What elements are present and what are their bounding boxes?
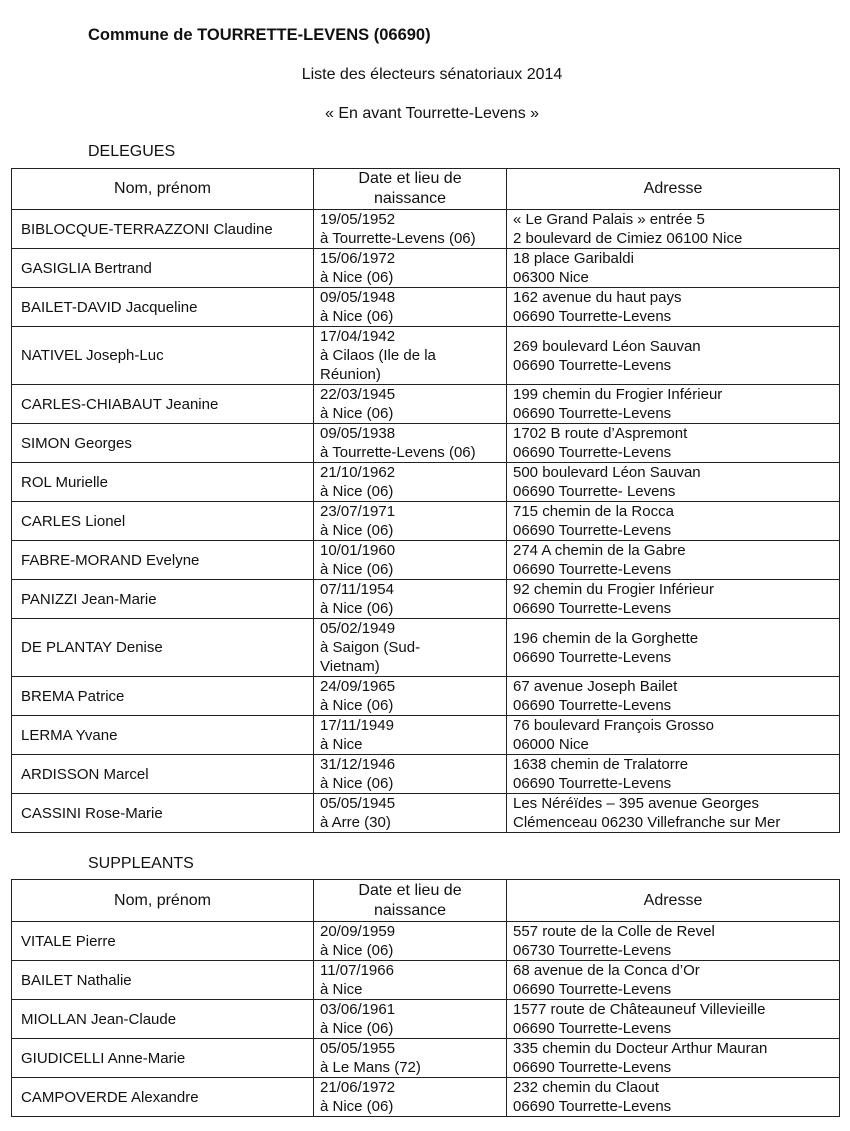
- voter-name: SIMON Georges: [12, 424, 314, 463]
- voter-birth: [314, 327, 507, 385]
- voter-birth: [314, 1078, 507, 1117]
- header-name: Nom, prénom: [12, 880, 314, 922]
- birth-line: 05/02/1949: [320, 620, 396, 637]
- address-line: 06690 Tourrette-Levens: [513, 308, 672, 325]
- address-line: 06690 Tourrette-Levens: [513, 1098, 672, 1115]
- voter-name: CASSINI Rose-Marie: [12, 794, 314, 833]
- table-row: [12, 249, 840, 288]
- table-row: [12, 1078, 840, 1117]
- address-line: 68 avenue de la Conca d’Or: [513, 962, 700, 979]
- birth-line: à Nice (06): [320, 697, 394, 714]
- birth-line: à Nice (06): [320, 942, 394, 959]
- voter-address: [507, 1000, 840, 1039]
- birth-line: 03/06/1961: [320, 1001, 396, 1018]
- address-line: 06690 Tourrette-Levens: [513, 1059, 672, 1076]
- header-birth-line: Date et lieu de: [358, 881, 462, 899]
- table-row: [12, 1000, 840, 1039]
- voter-name: BAILET Nathalie: [12, 961, 314, 1000]
- address-line: 06690 Tourrette-Levens: [513, 405, 672, 422]
- address-line: 500 boulevard Léon Sauvan: [513, 464, 701, 481]
- voter-name: ARDISSON Marcel: [12, 755, 314, 794]
- address-line: 06000 Nice: [513, 736, 589, 753]
- table-row: [12, 580, 840, 619]
- birth-line: 11/07/1966: [320, 962, 394, 979]
- table-row: [12, 502, 840, 541]
- voter-address: [507, 755, 840, 794]
- voter-name: CAMPOVERDE Alexandre: [12, 1078, 314, 1117]
- voter-address: [507, 1078, 840, 1117]
- birth-line: à Tourrette-Levens (06): [320, 444, 476, 461]
- address-line: Clémenceau 06230 Villefranche sur Mer: [513, 814, 781, 831]
- address-line: 1577 route de Châteauneuf Villevieille: [513, 1001, 766, 1018]
- birth-line: 17/04/1942: [320, 328, 396, 345]
- birth-line: à Nice (06): [320, 775, 394, 792]
- voter-birth: [314, 210, 507, 249]
- suppleants-rows: [12, 922, 840, 1117]
- voter-birth: [314, 424, 507, 463]
- table-row: [12, 1039, 840, 1078]
- address-line: 199 chemin du Frogier Inférieur: [513, 386, 723, 403]
- address-line: 06300 Nice: [513, 269, 589, 286]
- header-name: Nom, prénom: [12, 169, 314, 210]
- birth-line: 31/12/1946: [320, 756, 396, 773]
- voter-birth: [314, 677, 507, 716]
- address-line: 76 boulevard François Grosso: [513, 717, 714, 734]
- voter-address: [507, 716, 840, 755]
- birth-line: à Nice (06): [320, 522, 394, 539]
- birth-line: 19/05/1952: [320, 211, 396, 228]
- voter-address: [507, 210, 840, 249]
- table-row: [12, 385, 840, 424]
- birth-line: à Tourrette-Levens (06): [320, 230, 476, 247]
- birth-line: 09/05/1938: [320, 425, 396, 442]
- birth-line: à Saigon (Sud-: [320, 639, 421, 656]
- voter-address: [507, 463, 840, 502]
- voter-birth: [314, 755, 507, 794]
- address-line: 18 place Garibaldi: [513, 250, 634, 267]
- voter-name: BIBLOCQUE-TERRAZZONI Claudine: [12, 210, 314, 249]
- delegues-section-label: DELEGUES: [88, 143, 176, 160]
- list-title: Liste des électeurs sénatoriaux 2014: [301, 66, 563, 83]
- voter-address: [507, 961, 840, 1000]
- birth-line: 20/09/1959: [320, 923, 396, 940]
- header-birth-line: Date et lieu de: [358, 170, 462, 187]
- address-line: 232 chemin du Claout: [513, 1079, 659, 1096]
- address-line: 06690 Tourrette-Levens: [513, 522, 672, 539]
- birth-line: à Nice (06): [320, 1098, 394, 1115]
- voter-birth: [314, 794, 507, 833]
- birth-line: à Nice (06): [320, 561, 394, 578]
- table-header-row: [12, 880, 840, 922]
- voter-birth: [314, 716, 507, 755]
- birth-line: 21/10/1962: [320, 464, 396, 481]
- delegues-rows: [12, 210, 840, 833]
- table-row: [12, 619, 840, 677]
- voter-name: CARLES-CHIABAUT Jeanine: [12, 385, 314, 424]
- birth-line: Vietnam): [320, 658, 380, 675]
- voter-birth: [314, 1039, 507, 1078]
- birth-line: à Nice (06): [320, 405, 394, 422]
- header-birth-line: naissance: [373, 901, 447, 919]
- table-row: [12, 210, 840, 249]
- voter-name: MIOLLAN Jean-Claude: [12, 1000, 314, 1039]
- page-heading: Commune de TOURRETTE-LEVENS (06690): [88, 26, 431, 44]
- address-line: 67 avenue Joseph Bailet: [513, 678, 678, 695]
- table-row: [12, 677, 840, 716]
- birth-line: à Nice (06): [320, 308, 394, 325]
- address-line: 06690 Tourrette-Levens: [513, 648, 672, 666]
- address-line: 06690 Tourrette-Levens: [513, 775, 672, 792]
- voter-name: CARLES Lionel: [12, 502, 314, 541]
- table-header-row: [12, 169, 840, 210]
- address-line: 335 chemin du Docteur Arthur Mauran: [513, 1040, 768, 1057]
- voter-address: [507, 580, 840, 619]
- table-row: [12, 794, 840, 833]
- table-row: [12, 424, 840, 463]
- birth-line: à Nice: [320, 736, 363, 753]
- voter-name: PANIZZI Jean-Marie: [12, 580, 314, 619]
- voter-address: [507, 249, 840, 288]
- voter-birth: [314, 385, 507, 424]
- list-name: « En avant Tourrette-Levens »: [324, 105, 540, 122]
- voter-birth: [314, 1000, 507, 1039]
- address-line: 06690 Tourrette-Levens: [513, 561, 672, 578]
- address-line: 715 chemin de la Rocca: [513, 503, 674, 520]
- table-row: [12, 463, 840, 502]
- birth-line: Réunion): [320, 366, 381, 383]
- address-line: 274 A chemin de la Gabre: [513, 542, 686, 559]
- birth-line: 05/05/1945: [320, 795, 396, 812]
- address-line: 06690 Tourrette-Levens: [513, 697, 672, 714]
- header-birth: [314, 880, 507, 922]
- birth-line: à Nice (06): [320, 269, 394, 286]
- table-row: [12, 541, 840, 580]
- birth-line: 10/01/1960: [320, 542, 396, 559]
- address-line: Les Néréïdes – 395 avenue Georges: [513, 795, 759, 812]
- voter-address: [507, 677, 840, 716]
- voter-address: [507, 541, 840, 580]
- table-row: [12, 716, 840, 755]
- voter-address: [507, 424, 840, 463]
- birth-line: 05/05/1955: [320, 1040, 396, 1057]
- voter-name: DE PLANTAY Denise: [12, 619, 314, 677]
- birth-line: 21/06/1972: [320, 1079, 396, 1096]
- voter-name: BAILET-DAVID Jacqueline: [12, 288, 314, 327]
- address-line: 92 chemin du Frogier Inférieur: [513, 581, 714, 598]
- address-line: 06690 Tourrette-Levens: [513, 981, 672, 998]
- header-address: Adresse: [507, 169, 840, 210]
- voter-address: [507, 1039, 840, 1078]
- voter-birth: [314, 619, 507, 677]
- table-row: [12, 327, 840, 385]
- voter-name: GIUDICELLI Anne-Marie: [12, 1039, 314, 1078]
- header-address: Adresse: [507, 880, 840, 922]
- address-line: 162 avenue du haut pays: [513, 289, 682, 306]
- voter-birth: [314, 580, 507, 619]
- address-line: 06690 Tourrette-Levens: [513, 444, 672, 461]
- birth-line: 09/05/1948: [320, 289, 396, 306]
- birth-line: 15/06/1972: [320, 250, 396, 267]
- voter-name: VITALE Pierre: [12, 922, 314, 961]
- voter-birth: [314, 502, 507, 541]
- birth-line: 22/03/1945: [320, 386, 396, 403]
- table-row: [12, 922, 840, 961]
- address-line: 196 chemin de la Gorghette: [513, 629, 699, 647]
- voter-name: GASIGLIA Bertrand: [12, 249, 314, 288]
- table-row: [12, 961, 840, 1000]
- suppleants-section-label: SUPPLEANTS: [88, 855, 194, 872]
- voter-address: [507, 619, 840, 677]
- birth-line: à Arre (30): [320, 814, 391, 831]
- address-line: 1702 B route d’Aspremont: [513, 425, 688, 442]
- voter-name: LERMA Yvane: [12, 716, 314, 755]
- voter-name: ROL Murielle: [12, 463, 314, 502]
- birth-line: à Nice (06): [320, 483, 394, 500]
- voter-address: [507, 327, 840, 385]
- birth-line: 24/09/1965: [320, 678, 396, 695]
- address-line: 557 route de la Colle de Revel: [513, 923, 715, 940]
- voter-birth: [314, 922, 507, 961]
- header-birth: [314, 169, 507, 210]
- header-birth-line: naissance: [373, 190, 447, 207]
- delegues-table: [11, 168, 840, 833]
- birth-line: 23/07/1971: [320, 503, 396, 520]
- birth-line: à Nice: [320, 981, 363, 998]
- birth-line: à Nice (06): [320, 1020, 394, 1037]
- address-line: 1638 chemin de Tralatorre: [513, 756, 689, 773]
- address-line: 06690 Tourrette-Levens: [513, 356, 672, 374]
- voter-address: [507, 502, 840, 541]
- address-line: « Le Grand Palais » entrée 5: [513, 211, 705, 228]
- address-line: 06730 Tourrette-Levens: [513, 942, 672, 959]
- voter-address: [507, 385, 840, 424]
- address-line: 06690 Tourrette-Levens: [513, 600, 672, 617]
- voter-name: NATIVEL Joseph-Luc: [12, 327, 314, 385]
- address-line: 06690 Tourrette- Levens: [513, 483, 676, 500]
- voter-birth: [314, 288, 507, 327]
- address-line: 2 boulevard de Cimiez 06100 Nice: [513, 230, 743, 247]
- suppleants-table: [11, 879, 840, 1117]
- voter-birth: [314, 249, 507, 288]
- voter-address: [507, 922, 840, 961]
- voter-birth: [314, 961, 507, 1000]
- voter-address: [507, 288, 840, 327]
- birth-line: à Nice (06): [320, 600, 394, 617]
- birth-line: à Cilaos (Ile de la: [320, 347, 436, 364]
- voter-birth: [314, 463, 507, 502]
- table-row: [12, 755, 840, 794]
- birth-line: 17/11/1949: [320, 717, 394, 734]
- address-line: 06690 Tourrette-Levens: [513, 1020, 672, 1037]
- voter-birth: [314, 541, 507, 580]
- address-line: 269 boulevard Léon Sauvan: [513, 337, 701, 355]
- voter-name: BREMA Patrice: [12, 677, 314, 716]
- birth-line: 07/11/1954: [320, 581, 394, 598]
- table-row: [12, 288, 840, 327]
- voter-address: [507, 794, 840, 833]
- birth-line: à Le Mans (72): [320, 1059, 421, 1076]
- voter-name: FABRE-MORAND Evelyne: [12, 541, 314, 580]
